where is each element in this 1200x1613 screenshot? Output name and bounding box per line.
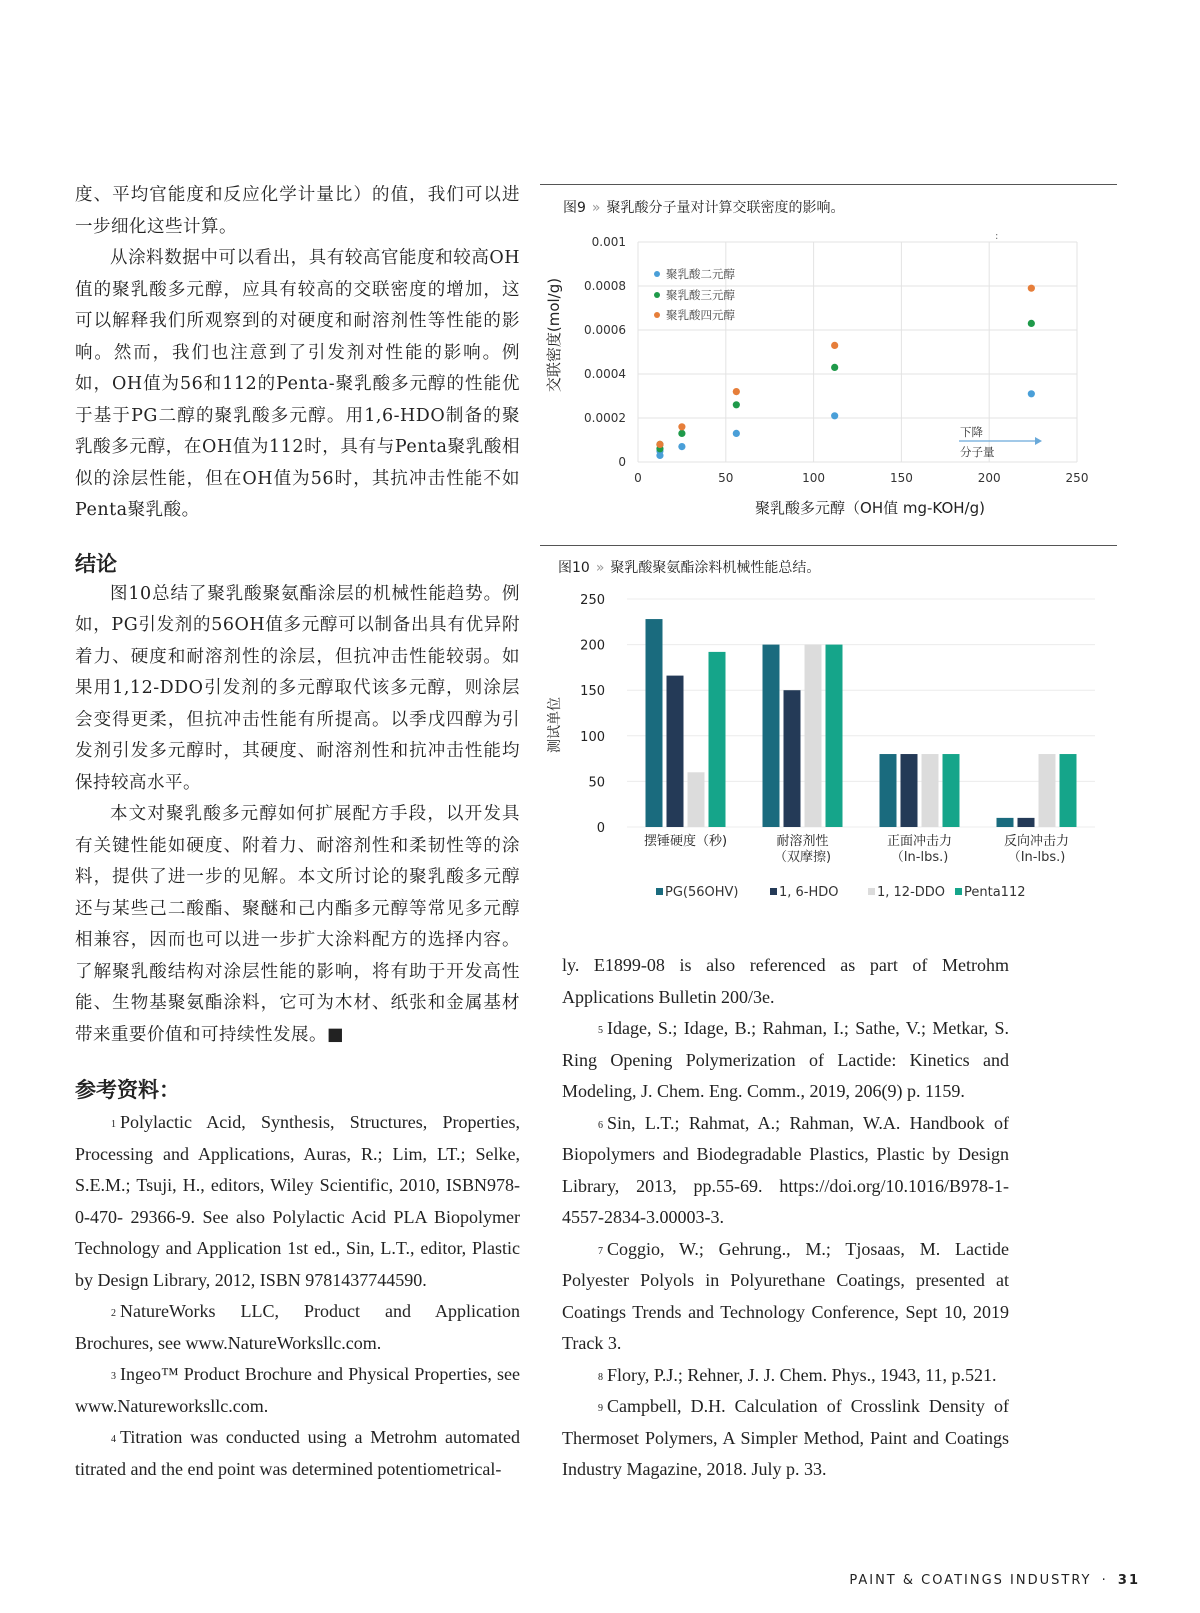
bar [826,645,843,827]
data-point [831,342,838,349]
data-point [831,364,838,371]
reference-text: Sin, L.T.; Rahmat, A.; Rahman, W.A. Handbook of Biopolymers and Biodegradable Plastics, Plastic by Design Library, 2013, pp.55-69. https://doi.org/10.1016/B978-1-4557-2834-3.00003-3. [562,1112,1009,1227]
reference-item [75,1296,520,1359]
references-list-left [75,1107,520,1485]
category-label: 反向冲击力 [1003,834,1070,849]
page-footer [849,1573,1140,1588]
reference-number: 5 [598,1025,603,1036]
fig9-top-rule [540,184,1117,185]
x-tick-label: 100 [802,471,826,485]
bar [688,772,705,827]
x-tick-label: 0 [634,471,642,485]
y-tick-label: 100 [580,729,605,745]
legend-swatch [868,888,875,895]
category-label: 摆锤硬度（秒) [643,834,728,849]
bar [901,754,918,827]
footer-separator: · [1101,1573,1108,1588]
bar [667,676,684,827]
legend-marker [654,271,660,277]
fig9-legend [654,267,735,322]
data-point [678,443,685,450]
reference-item [562,1391,1009,1486]
y-tick-label: 200 [580,638,605,654]
y-tick-label: 0.0006 [584,323,626,337]
category-label-sub: （In-lbs.) [1007,850,1066,865]
legend-label: 聚乳酸四元醇 [666,308,735,322]
x-tick-label: 150 [889,471,913,485]
annotation-arrow-head [1035,437,1042,445]
y-tick-label: 0.0002 [584,411,626,425]
paragraph-conclusion-2: 本文对聚乳酸多元醇如何扩展配方手段，以开发具有关键性能如硬度、附着力、耐溶剂性和柔韧性等的涂料，提供了进一步的见解。本文所讨论的聚乳酸多元醇还与某些己二酸酯、聚醚和己内酯多元醇等常见多元醇相兼容，因而也可以进一步扩大涂料配方的选择内容。了解聚乳酸结构对涂层性能的影响，将有助于开发高性能、生物基聚氨酯涂料，它可为木材、纸张和金属基材带来重要价值和可持续性发展。■ [75,804,520,1045]
bar [646,619,663,827]
reference-text: Titration was conducted using a Metrohm automated titrated and the end point was determined potentiometrical- [75,1427,520,1479]
y-tick-label: 250 [580,593,605,608]
bar [1018,818,1035,827]
fig10-y-axis-title: 测试单位 [547,697,563,753]
references-heading: 参考资料： [75,1078,180,1102]
reference-text: Ingeo™ Product Brochure and Physical Properties, see www.Natureworksllc.com. [75,1364,520,1416]
reference-number: 4 [111,1434,116,1445]
category-label-sub: （双摩擦) [773,850,832,865]
fig9-scatter-chart [545,225,1120,535]
data-point [831,412,838,419]
reference-item [75,1422,520,1485]
fig10-separator: » [595,560,605,576]
reference-item [562,1013,1009,1108]
fig9-label: 图9 [563,200,586,216]
annotation-text: 分子量 [960,445,995,459]
data-point [656,441,663,448]
bar [922,754,939,827]
paragraph-conclusion-1: 图10总结了聚乳酸聚氨酯涂层的机械性能趋势。例如，PG引发剂的56OH值多元醇可以制备出具有优异附着力、硬度和耐溶剂性的涂层，但抗冲击性能较弱。如果用1,12-DDO引发剂的多元醇取代该多元醇，则涂层会变得更柔，但抗冲击性能有所提高。以季戊四醇为引发剂引发多元醇时，其硬度、耐溶剂性和抗冲击性能均保持较高水平。 [75,583,520,793]
legend-swatch [656,888,663,895]
fig9-x-axis-title: 聚乳酸多元醇（OH值 mg-KOH/g) [755,499,985,517]
page-number: 31 [1117,1573,1140,1588]
fig9-y-axis-title: 交联密度(mol/g) [545,277,563,393]
legend-swatch [770,888,777,895]
fig10-bars [646,619,1077,827]
legend-marker [654,292,660,298]
legend-label: 1, 6-HDO [779,885,839,900]
reference-item [562,1360,1009,1392]
paragraph-continued: 度、平均官能度和反应化学计量比）的值，我们可以进一步细化这些计算。 [75,185,520,237]
y-tick-label: 0.0004 [584,367,626,381]
data-point [1028,320,1035,327]
fig9-caption-text: 聚乳酸分子量对计算交联密度的影响。 [606,200,845,216]
y-tick-label: 0 [596,821,605,836]
reference-text: Campbell, D.H. Calculation of Crosslink Density of Thermoset Polymers, A Simpler Method, Paint and Coatings Industry Magazine, 2018. July p. 33. [562,1396,1009,1479]
reference-number: 8 [598,1371,603,1383]
bar [880,754,897,827]
fig10-label: 图10 [558,560,590,576]
legend-label: 1, 12-DDO [877,885,946,900]
reference-text: Polylactic Acid, Synthesis, Structures, Properties, Processing and Applications, Auras, R.; Lim, LT.; Selke, S.E.M.; Tsuji, H., editors, Wiley Scientific, 2010, ISBN978-0-470- 29366-9. See also Polylactic Acid PLA Biopolymer Technology and Application 1st ed., Sin, L.T., editor, Plastic by Design Library, 2012, ISBN 9781437744590. [75,1112,520,1290]
bar [784,690,801,827]
category-label-sub: （In-lbs.) [890,850,949,865]
fig10-caption [558,557,820,577]
reference-number: 6 [598,1119,603,1131]
data-point [678,423,685,430]
y-tick-label: 0.0008 [584,279,626,293]
legend-swatch [955,888,962,895]
fig9-stray-mark: : [995,231,999,242]
conclusion-heading: 结论 [75,551,117,576]
x-tick-label: 250 [1065,471,1089,485]
bar [1039,754,1056,827]
data-point [1028,285,1035,292]
reference-continued: ly. E1899-08 is also referenced as part of Metrohm Applications Bulletin 200/3e. [562,955,1009,1007]
right-column [562,950,1009,1486]
x-tick-label: 200 [977,471,1001,485]
fig10-top-rule [540,545,1117,546]
legend-label: PG(56OHV) [665,885,739,900]
bar [943,754,960,827]
data-point [733,430,740,437]
y-tick-label: 150 [580,684,605,700]
reference-item [75,1359,520,1422]
legend-label: Penta112 [964,885,1026,900]
reference-text: Idage, S.; Idage, B.; Rahman, I.; Sathe, V.; Metkar, S. Ring Opening Polymerization of Lactide: Kinetics and Modeling, J. Chem. Eng. Comm., 2019, 206(9) p. 1159. [562,1018,1009,1101]
paragraph-crosslink-discussion: 从涂料数据中可以看出，具有较高官能度和较高OH值的聚乳酸多元醇，应具有较高的交联密度的增加，这可以解释我们所观察到的对硬度和耐溶剂性等性能的影响。然而，我们也注意到了引发剂对性能的影响。例如，OH值为56和112的Penta-聚乳酸多元醇的性能优于基于PG二醇的聚乳酸多元醇。用1,6-HDO制备的聚乳酸多元醇，在OH值为112时，具有与Penta聚乳酸相似的涂层性能，但在OH值为56时，其抗冲击性能不如Penta聚乳酸。 [75,248,520,520]
reference-item [562,1234,1009,1360]
fig10-legend [656,885,1026,900]
journal-name: PAINT & COATINGS INDUSTRY [849,1573,1092,1588]
reference-text: Coggio, W.; Gehrung., M.; Tjosaas, M. Lactide Polyester Polyols in Polyurethane Coatings, presented at Coatings Trends and Technology Conference, Sept 10, 2019 Track 3. [562,1238,1009,1353]
reference-number: 3 [111,1371,116,1382]
reference-text: Flory, P.J.; Rehner, J. J. Chem. Phys., 1943, 11, p.521. [607,1364,997,1385]
bar [709,652,726,827]
reference-item [562,1108,1009,1234]
left-column [75,180,520,1485]
reference-item [75,1107,520,1296]
y-tick-label: 50 [588,775,605,791]
y-tick-label: 0.001 [591,235,626,249]
annotation-text: 下降 [960,425,983,439]
data-point [678,430,685,437]
category-label: 正面冲击力 [886,834,953,849]
reference-number: 9 [598,1403,603,1414]
fig10-bar-chart [545,585,1120,910]
reference-number: 1 [111,1119,116,1130]
data-point [1028,390,1035,397]
reference-text: NatureWorks LLC, Product and Application Brochures, see www.NatureWorksllc.com. [75,1301,520,1353]
fig9-caption [563,197,845,217]
data-point [733,388,740,395]
reference-number: 7 [598,1245,603,1257]
fig10-caption-text: 聚乳酸聚氨酯涂料机械性能总结。 [610,560,821,576]
legend-marker [654,312,660,318]
bar [805,645,822,827]
legend-label: 聚乳酸三元醇 [666,288,735,302]
legend-label: 聚乳酸二元醇 [666,267,735,281]
bar [997,818,1014,827]
bar [763,645,780,827]
category-label: 耐溶剂性 [776,834,829,849]
y-tick-label: 0 [618,455,626,469]
x-tick-label: 50 [718,471,734,485]
reference-number: 2 [111,1308,116,1319]
data-point [733,401,740,408]
bar [1060,754,1077,827]
fig9-annotation [959,425,1042,459]
fig9-separator: » [591,200,601,216]
